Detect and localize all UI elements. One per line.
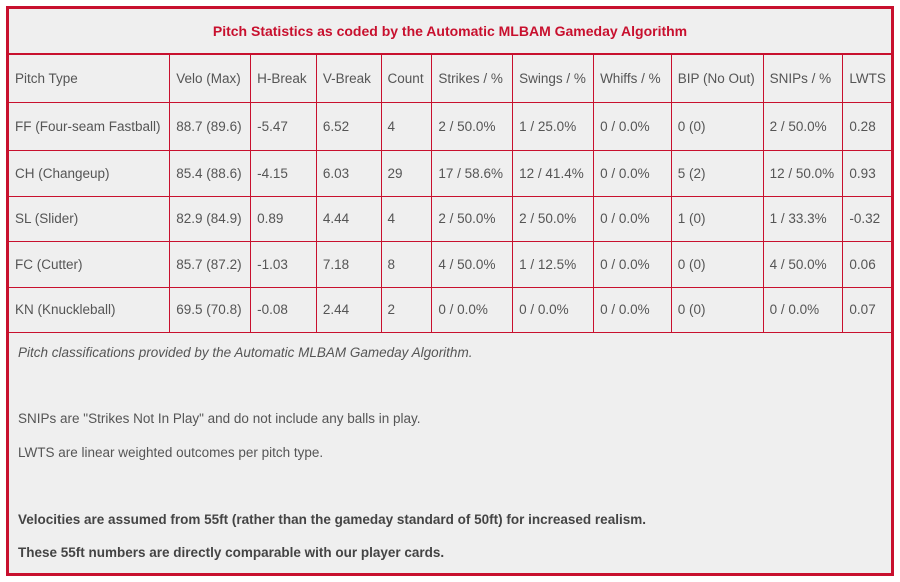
panel-title: Pitch Statistics as coded by the Automatic MLBAM Gameday Algorithm [9, 9, 891, 54]
header-strikes: Strikes / % [432, 55, 513, 103]
cell-h-break: -0.08 [251, 287, 317, 333]
header-lwts: LWTS [843, 55, 892, 103]
cell-bip: 5 (2) [671, 151, 763, 197]
header-h-break: H-Break [251, 55, 317, 103]
cell-velo: 69.5 (70.8) [170, 287, 251, 333]
cell-whiffs: 0 / 0.0% [594, 242, 672, 288]
cell-lwts: 0.93 [843, 151, 892, 197]
cell-snips: 4 / 50.0% [763, 242, 843, 288]
cell-count: 4 [381, 196, 432, 242]
cell-h-break: -4.15 [251, 151, 317, 197]
header-velo: Velo (Max) [170, 55, 251, 103]
cell-velo: 88.7 (89.6) [170, 103, 251, 151]
cell-bip: 0 (0) [671, 103, 763, 151]
cell-count: 29 [381, 151, 432, 197]
cell-v-break: 6.52 [316, 103, 381, 151]
cell-bip: 1 (0) [671, 196, 763, 242]
table-row [9, 287, 892, 333]
cell-snips: 0 / 0.0% [763, 287, 843, 333]
cell-swings: 12 / 41.4% [513, 151, 594, 197]
note-snips: SNIPs are "Strikes Not In Play" and do not include any balls in play. [18, 411, 421, 426]
cell-count: 8 [381, 242, 432, 288]
cell-h-break: 0.89 [251, 196, 317, 242]
note-velocity: Velocities are assumed from 55ft (rather than the gameday standard of 50ft) for increased realism. [18, 512, 646, 527]
cell-strikes: 2 / 50.0% [432, 196, 513, 242]
header-bip: BIP (No Out) [671, 55, 763, 103]
cell-velo: 85.7 (87.2) [170, 242, 251, 288]
cell-pitch-type: FC (Cutter) [9, 242, 170, 288]
cell-snips: 1 / 33.3% [763, 196, 843, 242]
cell-v-break: 2.44 [316, 287, 381, 333]
cell-bip: 0 (0) [671, 242, 763, 288]
table-row [9, 103, 892, 151]
cell-h-break: -1.03 [251, 242, 317, 288]
cell-swings: 0 / 0.0% [513, 287, 594, 333]
table-row [9, 242, 892, 288]
cell-bip: 0 (0) [671, 287, 763, 333]
header-whiffs: Whiffs / % [594, 55, 672, 103]
cell-lwts: -0.32 [843, 196, 892, 242]
cell-v-break: 4.44 [316, 196, 381, 242]
cell-whiffs: 0 / 0.0% [594, 103, 672, 151]
cell-strikes: 17 / 58.6% [432, 151, 513, 197]
cell-pitch-type: FF (Four-seam Fastball) [9, 103, 170, 151]
header-pitch-type: Pitch Type [9, 55, 170, 103]
note-comparable: These 55ft numbers are directly comparable with our player cards. [18, 545, 445, 560]
cell-snips: 2 / 50.0% [763, 103, 843, 151]
cell-swings: 1 / 12.5% [513, 242, 594, 288]
cell-velo: 82.9 (84.9) [170, 196, 251, 242]
cell-count: 4 [381, 103, 432, 151]
table-row [9, 196, 892, 242]
header-count: Count [381, 55, 432, 103]
header-swings: Swings / % [513, 55, 594, 103]
note-lwts: LWTS are linear weighted outcomes per pitch type. [18, 445, 324, 460]
cell-v-break: 6.03 [316, 151, 381, 197]
cell-strikes: 0 / 0.0% [432, 287, 513, 333]
cell-swings: 1 / 25.0% [513, 103, 594, 151]
cell-pitch-type: SL (Slider) [9, 196, 170, 242]
cell-lwts: 0.06 [843, 242, 892, 288]
cell-strikes: 2 / 50.0% [432, 103, 513, 151]
cell-whiffs: 0 / 0.0% [594, 287, 672, 333]
cell-swings: 2 / 50.0% [513, 196, 594, 242]
table-header-row [9, 55, 892, 103]
header-snips: SNIPs / % [763, 55, 843, 103]
cell-pitch-type: KN (Knuckleball) [9, 287, 170, 333]
cell-pitch-type: CH (Changeup) [9, 151, 170, 197]
cell-velo: 85.4 (88.6) [170, 151, 251, 197]
pitch-stats-table [9, 54, 892, 333]
cell-v-break: 7.18 [316, 242, 381, 288]
cell-h-break: -5.47 [251, 103, 317, 151]
cell-count: 2 [381, 287, 432, 333]
cell-strikes: 4 / 50.0% [432, 242, 513, 288]
header-v-break: V-Break [316, 55, 381, 103]
cell-lwts: 0.28 [843, 103, 892, 151]
cell-lwts: 0.07 [843, 287, 892, 333]
cell-snips: 12 / 50.0% [763, 151, 843, 197]
note-classification: Pitch classifications provided by the Automatic MLBAM Gameday Algorithm. [18, 345, 473, 360]
table-row [9, 151, 892, 197]
pitch-stats-panel [6, 6, 894, 576]
cell-whiffs: 0 / 0.0% [594, 151, 672, 197]
cell-whiffs: 0 / 0.0% [594, 196, 672, 242]
